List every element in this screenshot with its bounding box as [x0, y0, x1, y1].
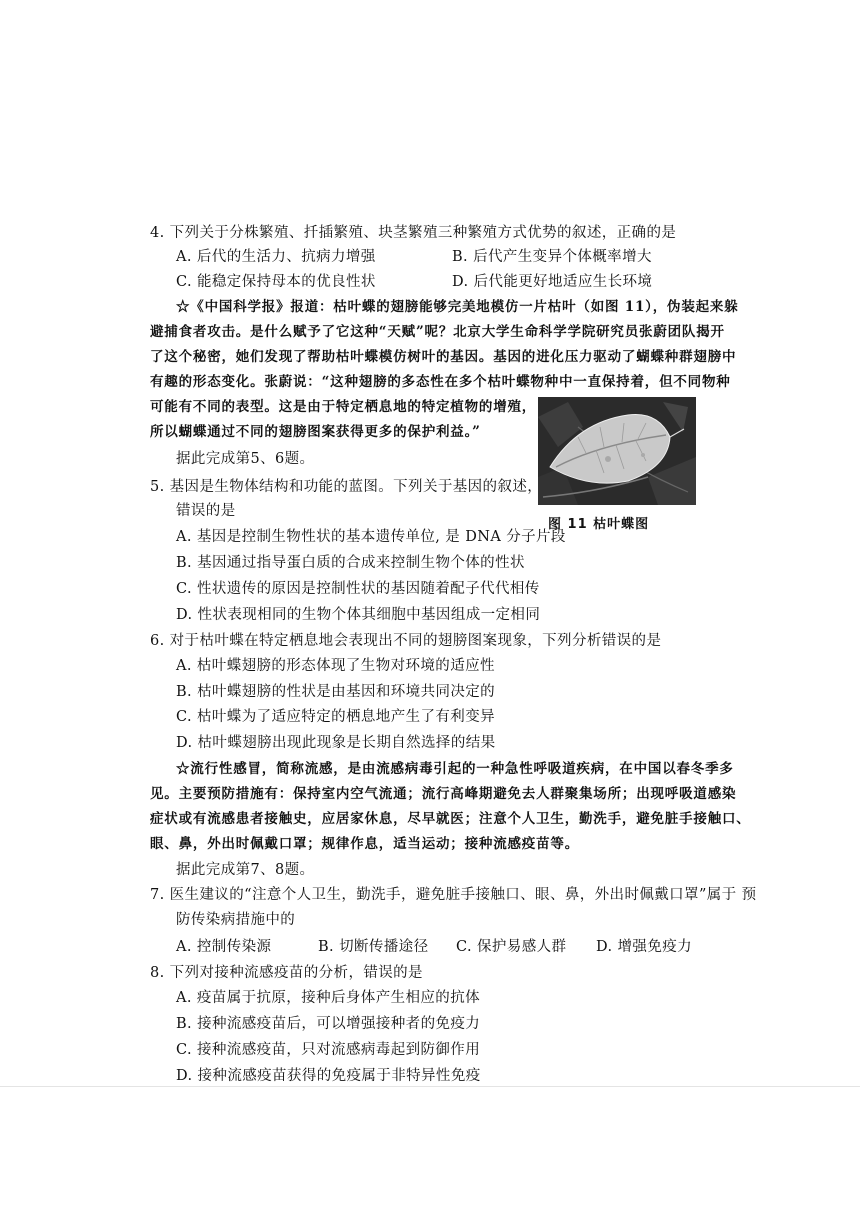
q8-option-a: A. 疫苗属于抗原，接种后身体产生相应的抗体: [176, 990, 480, 1006]
passage1-line-5: 可能有不同的表型。这是由于特定栖息地的特定植物的增殖，: [150, 399, 537, 415]
q8-option-b: B. 接种流感疫苗后，可以增强接种者的免疫力: [176, 1016, 481, 1032]
passage2-instruction: 据此完成第7、8题。: [176, 862, 315, 878]
q5-option-b: B. 基因通过指导蛋白质的合成来控制生物个体的性状: [176, 555, 525, 571]
page-divider: [0, 1086, 860, 1087]
q6-option-d: D. 枯叶蝶翅膀出现此现象是长期自然选择的结果: [176, 735, 496, 751]
q7-stem-line-2: 防传染病措施中的: [176, 912, 296, 928]
q5-stem-line-1: 5. 基因是生物体结构和功能的蓝图。下列关于基因的叙述，: [150, 479, 543, 495]
q6-option-a: A. 枯叶蝶翅膀的形态体现了生物对环境的适应性: [176, 658, 495, 674]
passage1-line-4: 有趣的形态变化。张蔚说：“这种翅膀的多态性在多个枯叶蝶物种中一直保持着，但不同物种: [150, 374, 731, 390]
q7-option-c: C. 保护易感人群: [456, 939, 567, 955]
q7-option-d: D. 增强免疫力: [596, 939, 693, 955]
q4-option-c: C. 能稳定保持母本的优良性状: [176, 274, 376, 290]
passage1-instruction: 据此完成第5、6题。: [176, 451, 315, 467]
q4-option-b: B. 后代产生变异个体概率增大: [452, 249, 652, 265]
q4-stem: 4. 下列关于分株繁殖、扦插繁殖、块茎繁殖三种繁殖方式优势的叙述，正确的是: [150, 225, 677, 241]
passage2-line-2: 见。主要预防措施有：保持室内空气流通；流行高峰期避免去人群聚集场所；出现呼吸道感染: [150, 786, 737, 802]
q7-option-b: B. 切断传播途径: [318, 939, 429, 955]
passage1-line-3: 了这个秘密，她们发现了帮助枯叶蝶模仿树叶的基因。基因的进化压力驱动了蝴蝶种群翅膀中: [150, 349, 737, 365]
passage1-line-1: ☆《中国科学报》报道：枯叶蝶的翅膀能够完美地模仿一片枯叶（如图 11），伪装起来躲: [176, 299, 739, 315]
q8-option-d: D. 接种流感疫苗获得的免疫属于非特异性免疫: [176, 1068, 481, 1084]
q8-option-c: C. 接种流感疫苗，只对流感病毒起到防御作用: [176, 1042, 481, 1058]
q4-option-a: A. 后代的生活力、抗病力增强: [176, 249, 376, 265]
q6-option-b: B. 枯叶蝶翅膀的性状是由基因和环境共同决定的: [176, 684, 496, 700]
q6-option-c: C. 枯叶蝶为了适应特定的栖息地产生了有利变异: [176, 709, 495, 725]
q8-stem: 8. 下列对接种流感疫苗的分析，错误的是: [150, 965, 423, 981]
passage2-line-3: 症状或有流感患者接触史，应居家休息，尽早就医；注意个人卫生，勤洗手，避免脏手接触口、: [150, 811, 751, 827]
passage2-line-1: ☆流行性感冒，简称流感，是由流感病毒引起的一种急性呼吸道疾病，在中国以春冬季多: [176, 761, 734, 777]
passage1-line-6: 所以蝴蝶通过不同的翅膀图案获得更多的保护利益。”: [150, 424, 481, 440]
dead-leaf-butterfly-photo: [538, 397, 696, 505]
q4-option-d: D. 后代能更好地适应生长环境: [452, 274, 653, 290]
q7-option-a: A. 控制传染源: [176, 939, 272, 955]
q5-option-c: C. 性状遗传的原因是控制性状的基因随着配子代代相传: [176, 581, 540, 597]
figure-caption: 图 11 枯叶蝶图: [548, 517, 650, 532]
passage2-line-4: 眼、鼻，外出时佩戴口罩；规律作息，适当运动；接种流感疫苗等。: [150, 836, 579, 852]
passage1-line-2: 避捕食者攻击。是什么赋予了它这种“天赋”呢？北京大学生命科学学院研究员张蔚团队揭开: [150, 324, 725, 340]
q5-stem-line-2: 错误的是: [176, 503, 236, 519]
q5-option-a: A. 基因是控制生物性状的基本遗传单位, 是 DNA 分子片段: [176, 529, 566, 545]
q7-stem-line-1: 7. 医生建议的“注意个人卫生，勤洗手，避免脏手接触口、眼、鼻，外出时佩戴口罩”属于 预: [150, 887, 757, 903]
q5-option-d: D. 性状表现相同的生物个体其细胞中基因组成一定相同: [176, 607, 541, 623]
q6-stem: 6. 对于枯叶蝶在特定栖息地会表现出不同的翅膀图案现象，下列分析错误的是: [150, 633, 662, 649]
